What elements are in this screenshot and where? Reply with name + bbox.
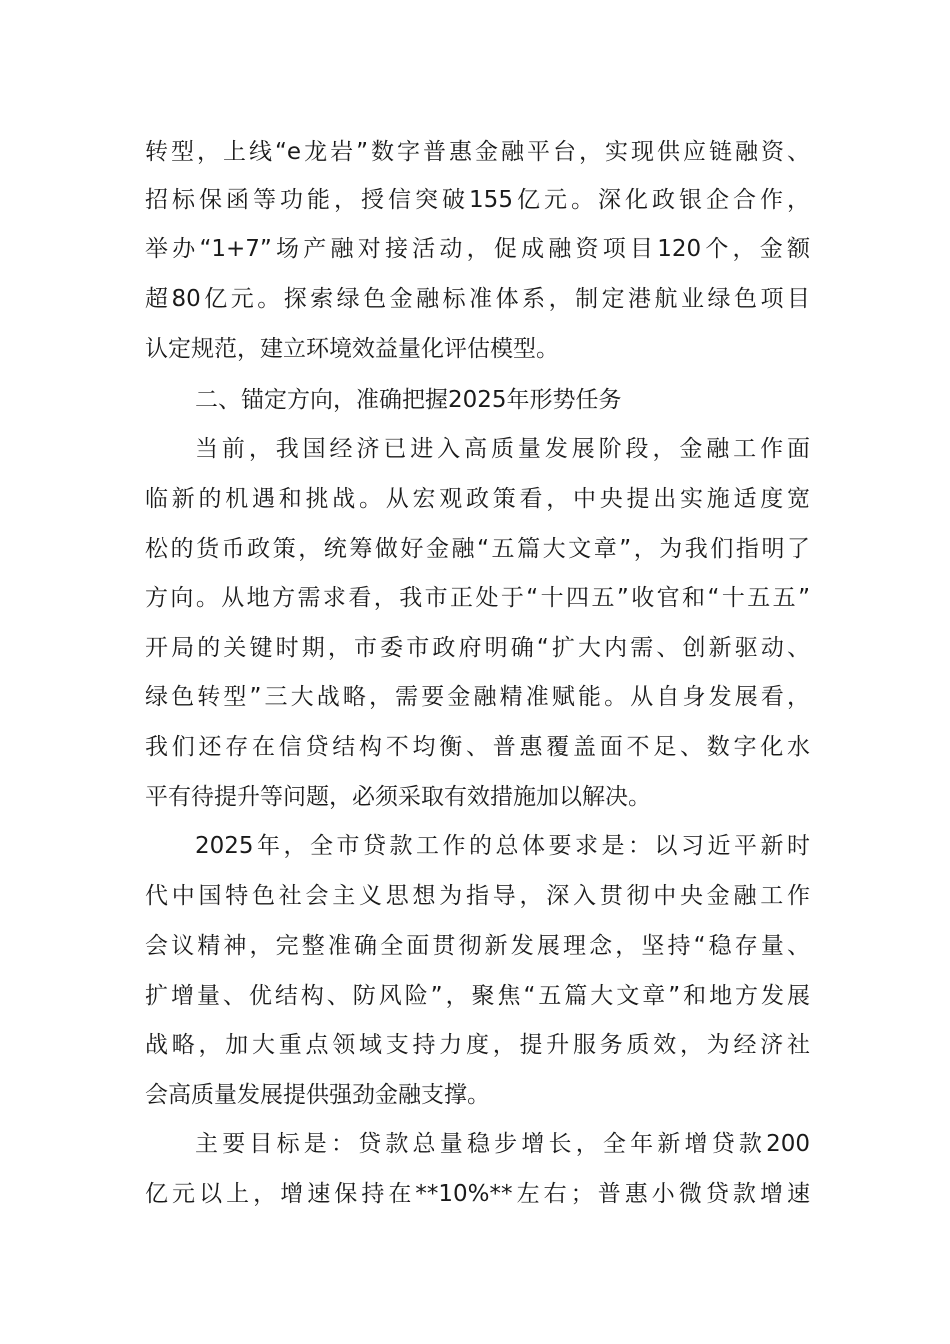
section-heading: 二、锚定方向，准确把握2025年形势任务 <box>195 387 622 413</box>
body-line: 招标保函等功能，授信突破155亿元。深化政银企合作， <box>145 187 810 213</box>
body-line: 转型，上线“e龙岩”数字普惠金融平台，实现供应链融资、 <box>145 139 810 165</box>
paragraph-first-line: 2025年，全市贷款工作的总体要求是：以习近平新时 <box>195 833 810 859</box>
body-line: 方向。从地方需求看，我市正处于“十四五”收官和“十五五” <box>145 585 810 611</box>
body-line: 临新的机遇和挑战。从宏观政策看，中央提出实施适度宽 <box>145 486 810 512</box>
paragraph-first-line: 当前，我国经济已进入高质量发展阶段，金融工作面 <box>195 436 810 462</box>
paragraph-first-line: 主要目标是：贷款总量稳步增长，全年新增贷款200 <box>195 1131 810 1157</box>
body-line: 认定规范，建立环境效益量化评估模型。 <box>145 336 559 362</box>
body-line: 平有待提升等问题，必须采取有效措施加以解决。 <box>145 784 651 810</box>
body-line: 开局的关键时期，市委市政府明确“扩大内需、创新驱动、 <box>145 635 810 661</box>
body-line: 战略，加大重点领域支持力度，提升服务质效，为经济社 <box>145 1032 810 1058</box>
body-line: 超80亿元。探索绿色金融标准体系，制定港航业绿色项目 <box>145 286 810 312</box>
body-line: 会高质量发展提供强劲金融支撑。 <box>145 1082 490 1108</box>
body-line: 代中国特色社会主义思想为指导，深入贯彻中央金融工作 <box>145 883 810 909</box>
body-line: 扩增量、优结构、防风险”，聚焦“五篇大文章”和地方发展 <box>145 983 810 1009</box>
body-line: 会议精神，完整准确全面贯彻新发展理念，坚持“稳存量、 <box>145 933 810 959</box>
body-line: 亿元以上，增速保持在**10%**左右；普惠小微贷款增速 <box>145 1181 810 1207</box>
body-line: 绿色转型”三大战略，需要金融精准赋能。从自身发展看， <box>145 684 810 710</box>
body-line: 举办“1+7”场产融对接活动，促成融资项目120个，金额 <box>145 236 810 262</box>
body-line: 松的货币政策，统筹做好金融“五篇大文章”，为我们指明了 <box>145 536 810 562</box>
body-line: 我们还存在信贷结构不均衡、普惠覆盖面不足、数字化水 <box>145 734 810 760</box>
